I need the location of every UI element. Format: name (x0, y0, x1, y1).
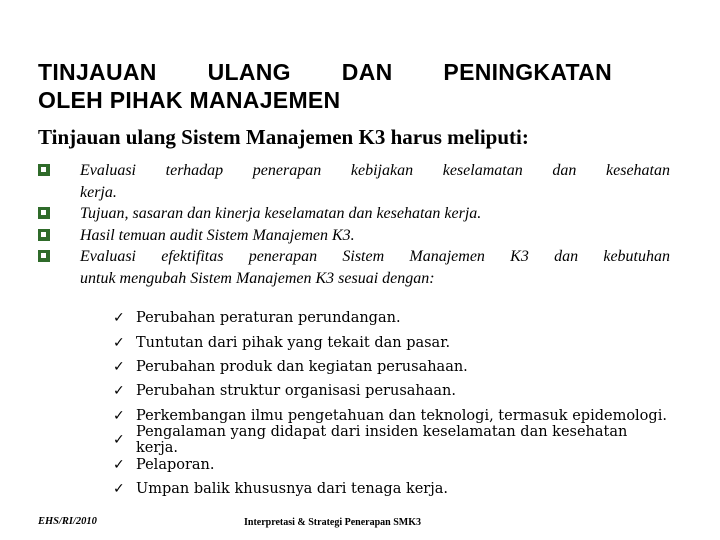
check-item (113, 424, 673, 457)
bullet-line2: kerja. (80, 183, 117, 201)
title-word: TINJAUAN (38, 59, 157, 85)
bullet-line1: Evaluasi efektifitas penerapan Sistem Manajemen K3 dan kebutuhan (80, 248, 670, 265)
check-text: Perubahan peraturan perundangan. (136, 310, 401, 327)
checkmark-icon: ✓ (113, 358, 125, 375)
square-bullet-icon (38, 164, 52, 176)
slide-title (38, 58, 678, 114)
bullet-list (38, 160, 670, 289)
bullet-line1-text: Evaluasi terhadap penerapan kebijakan keselamatan dan kesehatan (80, 162, 670, 179)
bullet-item (38, 203, 670, 225)
bullet-line2: untuk mengubah Sistem Manajemen K3 sesuai dengan: (80, 269, 435, 287)
bullet-text (80, 160, 670, 203)
checkmark-icon: ✓ (113, 407, 125, 424)
title-word: PENINGKATAN (443, 59, 612, 85)
title-word: ULANG (207, 59, 291, 85)
check-text: Tuntutan dari pihak yang tekait dan pasar. (136, 334, 451, 351)
bullet-text (80, 246, 670, 289)
square-bullet-icon (38, 229, 52, 241)
checkmark-icon: ✓ (113, 334, 125, 351)
checkmark-icon: ✓ (113, 480, 125, 497)
check-item (113, 330, 673, 354)
check-item (113, 306, 673, 330)
checkmark-icon: ✓ (113, 310, 125, 327)
check-text: Perkembangan ilmu pengetahuan dan teknologi, termasuk epidemologi. (136, 407, 667, 424)
square-bullet-icon (38, 207, 52, 219)
check-text: Umpan balik khususnya dari tenaga kerja. (136, 480, 448, 497)
bullet-item (38, 246, 670, 289)
bullet-item (38, 160, 670, 203)
check-text: Perubahan produk dan kegiatan perusahaan. (136, 358, 468, 375)
check-text: Perubahan struktur organisasi perusahaan. (136, 383, 456, 400)
check-item (113, 477, 673, 501)
footer-title: Interpretasi & Strategi Penerapan SMK3 (244, 517, 422, 528)
slide-title-line2: OLEH PIHAK MANAJEMEN (38, 87, 341, 113)
title-word: DAN (341, 59, 393, 85)
checkmark-icon: ✓ (113, 456, 125, 473)
bullet-line1 (80, 160, 670, 182)
footer-code: EHS/RI/2010 (38, 516, 97, 527)
bullet-text: Tujuan, sasaran dan kinerja keselamatan dan kesehatan kerja. (80, 205, 482, 222)
check-text: Pengalaman yang didapat dari insiden keselamatan dan kesehatan kerja. (135, 424, 628, 457)
check-list (113, 306, 673, 501)
check-text: Pelaporan. (136, 456, 215, 473)
square-bullet-icon (38, 250, 52, 262)
checkmark-icon: ✓ (113, 383, 125, 400)
checkmark-icon: ✓ (113, 432, 125, 449)
check-item (113, 355, 673, 379)
check-item (113, 379, 673, 403)
slide-subtitle: Tinjauan ulang Sistem Manajemen K3 harus meliputi: (38, 125, 529, 149)
bullet-text: Hasil temuan audit Sistem Manajemen K3. (80, 226, 355, 244)
bullet-item (38, 225, 670, 247)
slide-title-line1 (38, 58, 612, 86)
